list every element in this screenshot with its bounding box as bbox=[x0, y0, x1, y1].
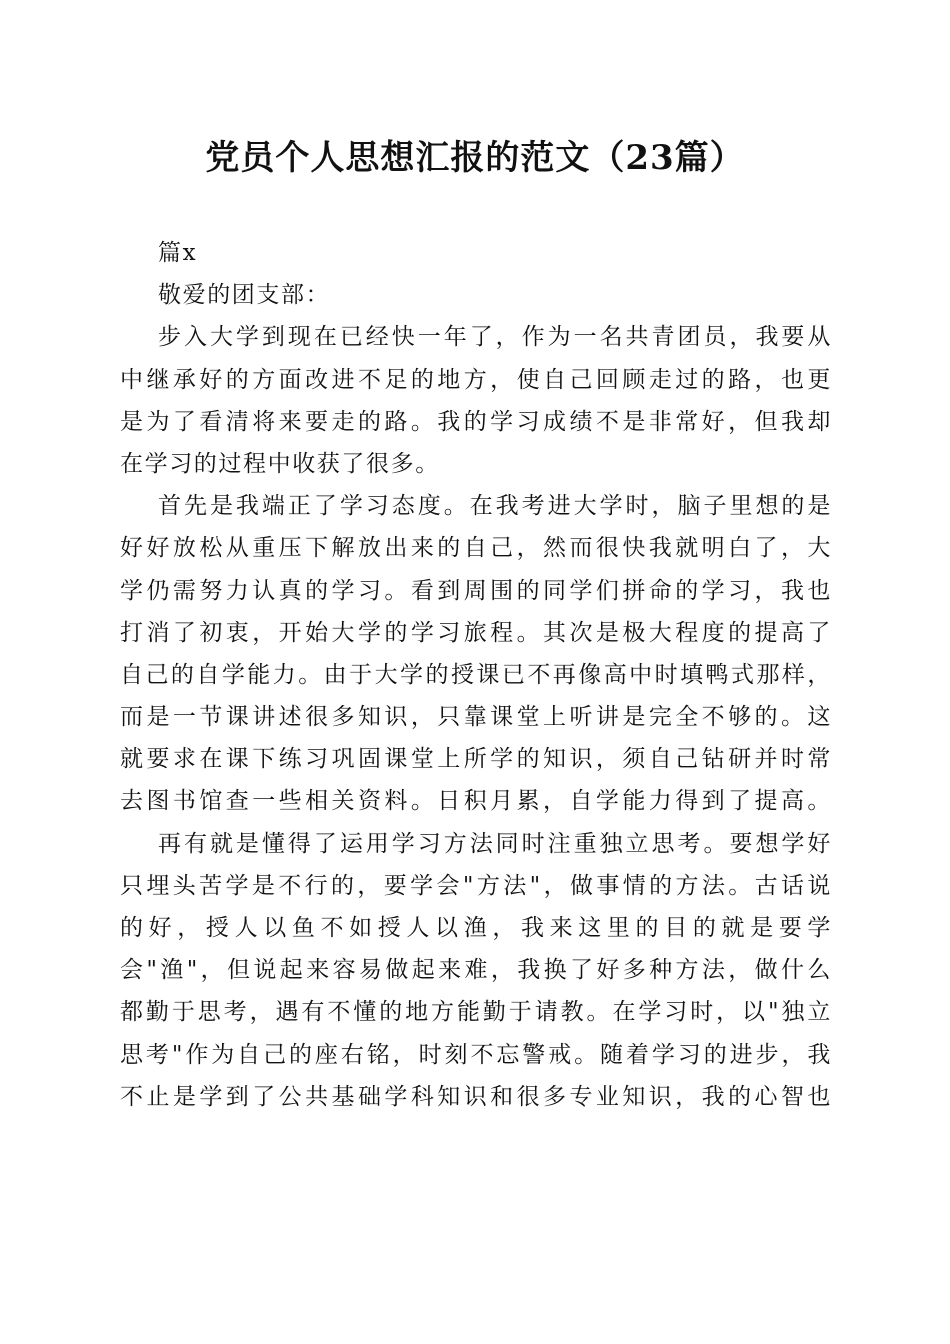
body-text-line: 中继承好的方面改进不足的地方，使自己回顾走过的路，也更 bbox=[120, 366, 832, 393]
body-text-line: 而是一节课讲述很多知识，只靠课堂上听讲是完全不够的。这 bbox=[120, 704, 832, 731]
body-text-line: 思考"作为自己的座右铭，时刻不忘警戒。随着学习的进步，我 bbox=[120, 1041, 832, 1068]
body-text-line: 都勤于思考，遇有不懂的地方能勤于请教。在学习时，以"独立 bbox=[120, 999, 832, 1026]
body-text-line: 打消了初衷，开始大学的学习旅程。其次是极大程度的提高了 bbox=[120, 619, 832, 646]
document-body bbox=[120, 232, 832, 1118]
body-text-line: 再有就是懂得了运用学习方法同时注重独立思考。要想学好 bbox=[158, 830, 832, 857]
body-text-line: 敬爱的团支部： bbox=[158, 282, 331, 309]
body-text-line: 好好放松从重压下解放出来的自己，然而很快我就明白了，大 bbox=[120, 535, 832, 562]
body-text-line: 首先是我端正了学习态度。在我考进大学时，脑子里想的是 bbox=[158, 493, 832, 520]
body-text-line: 的好，授人以鱼不如授人以渔，我来这里的目的就是要学 bbox=[120, 915, 832, 941]
body-text-line: 会"渔"，但说起来容易做起来难，我换了好多种方法，做什么 bbox=[120, 957, 832, 984]
body-text-line: 自己的自学能力。由于大学的授课已不再像高中时填鸭式那样， bbox=[120, 661, 832, 688]
body-text-line: 步入大学到现在已经快一年了，作为一名共青团员，我要从 bbox=[158, 324, 832, 351]
body-text-line: 不止是学到了公共基础学科知识和很多专业知识，我的心智也 bbox=[120, 1083, 832, 1110]
body-text-line: 就要求在课下练习巩固课堂上所学的知识，须自己钻研并时常 bbox=[120, 746, 832, 773]
body-text-line: 在学习的过程中收获了很多。 bbox=[120, 450, 440, 477]
body-text-line: 只埋头苦学是不行的，要学会"方法"，做事情的方法。古话说 bbox=[120, 872, 832, 899]
body-text-line: 篇x bbox=[158, 240, 198, 266]
body-text-line: 学仍需努力认真的学习。看到周围的同学们拼命的学习，我也 bbox=[120, 577, 832, 604]
body-text-line: 去图书馆查一些相关资料。日积月累，自学能力得到了提高。 bbox=[120, 788, 832, 815]
body-text-line: 是为了看清将来要走的路。我的学习成绩不是非常好，但我却 bbox=[120, 408, 832, 435]
document-title: 党员个人思想汇报的范文（23篇） bbox=[205, 138, 745, 178]
